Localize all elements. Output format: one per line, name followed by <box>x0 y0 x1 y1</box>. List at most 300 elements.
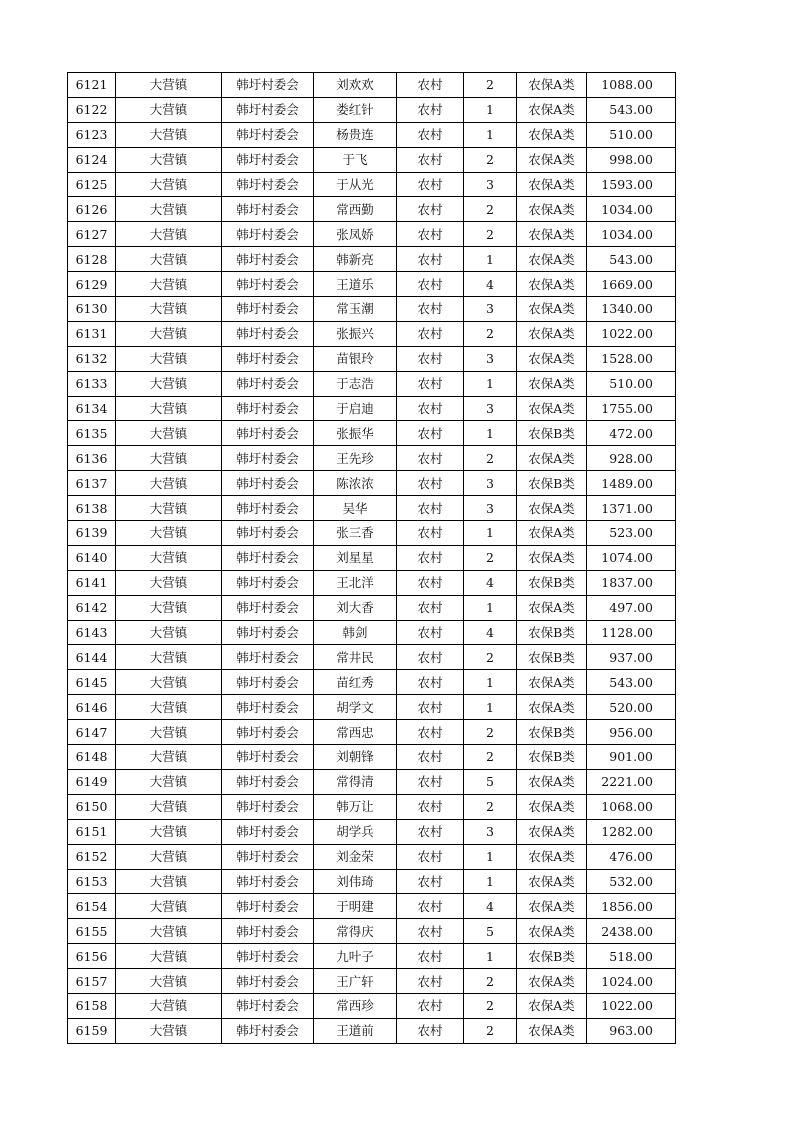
cell-village-committee: 韩圩村委会 <box>222 620 314 645</box>
cell-household-type: 农村 <box>397 570 464 595</box>
cell-amount: 1022.00 <box>587 993 676 1018</box>
cell-row-number: 6139 <box>68 521 116 546</box>
cell-insurance-category: 农保A类 <box>517 1018 587 1043</box>
cell-family-size: 2 <box>464 73 517 98</box>
table-row <box>68 819 676 844</box>
cell-amount: 1340.00 <box>587 297 676 322</box>
cell-row-number: 6129 <box>68 272 116 297</box>
cell-insurance-category: 农保A类 <box>517 496 587 521</box>
cell-amount: 998.00 <box>587 147 676 172</box>
cell-town: 大营镇 <box>116 695 222 720</box>
table-row <box>68 247 676 272</box>
table-body <box>68 73 676 1044</box>
table-row <box>68 272 676 297</box>
cell-insurance-category: 农保A类 <box>517 819 587 844</box>
cell-household-type: 农村 <box>397 869 464 894</box>
cell-town: 大营镇 <box>116 645 222 670</box>
cell-row-number: 6138 <box>68 496 116 521</box>
cell-town: 大营镇 <box>116 197 222 222</box>
cell-household-type: 农村 <box>397 695 464 720</box>
cell-household-type: 农村 <box>397 894 464 919</box>
cell-household-type: 农村 <box>397 446 464 471</box>
cell-amount: 543.00 <box>587 97 676 122</box>
cell-insurance-category: 农保A类 <box>517 993 587 1018</box>
cell-village-committee: 韩圩村委会 <box>222 720 314 745</box>
cell-insurance-category: 农保A类 <box>517 969 587 994</box>
cell-name: 杨贵连 <box>314 122 397 147</box>
cell-town: 大营镇 <box>116 297 222 322</box>
table-row <box>68 97 676 122</box>
cell-town: 大营镇 <box>116 844 222 869</box>
cell-row-number: 6140 <box>68 545 116 570</box>
cell-town: 大营镇 <box>116 321 222 346</box>
cell-insurance-category: 农保B类 <box>517 944 587 969</box>
cell-town: 大营镇 <box>116 894 222 919</box>
cell-family-size: 4 <box>464 620 517 645</box>
cell-amount: 1128.00 <box>587 620 676 645</box>
cell-amount: 472.00 <box>587 421 676 446</box>
cell-village-committee: 韩圩村委会 <box>222 297 314 322</box>
table-row <box>68 346 676 371</box>
cell-household-type: 农村 <box>397 745 464 770</box>
cell-name: 王先珍 <box>314 446 397 471</box>
cell-town: 大营镇 <box>116 620 222 645</box>
cell-town: 大营镇 <box>116 396 222 421</box>
cell-household-type: 农村 <box>397 147 464 172</box>
cell-name: 苗银玲 <box>314 346 397 371</box>
cell-household-type: 农村 <box>397 794 464 819</box>
cell-town: 大营镇 <box>116 521 222 546</box>
cell-insurance-category: 农保B类 <box>517 471 587 496</box>
cell-row-number: 6124 <box>68 147 116 172</box>
cell-family-size: 1 <box>464 595 517 620</box>
table-row <box>68 1018 676 1043</box>
cell-town: 大营镇 <box>116 969 222 994</box>
table-row <box>68 521 676 546</box>
cell-family-size: 2 <box>464 969 517 994</box>
table-row <box>68 869 676 894</box>
table-row <box>68 147 676 172</box>
cell-row-number: 6158 <box>68 993 116 1018</box>
cell-row-number: 6150 <box>68 794 116 819</box>
cell-row-number: 6125 <box>68 172 116 197</box>
cell-town: 大营镇 <box>116 471 222 496</box>
cell-family-size: 2 <box>464 147 517 172</box>
cell-town: 大营镇 <box>116 421 222 446</box>
cell-town: 大营镇 <box>116 993 222 1018</box>
cell-town: 大营镇 <box>116 794 222 819</box>
cell-household-type: 农村 <box>397 944 464 969</box>
cell-village-committee: 韩圩村委会 <box>222 471 314 496</box>
cell-row-number: 6135 <box>68 421 116 446</box>
cell-village-committee: 韩圩村委会 <box>222 1018 314 1043</box>
cell-household-type: 农村 <box>397 993 464 1018</box>
cell-name: 王道乐 <box>314 272 397 297</box>
cell-village-committee: 韩圩村委会 <box>222 819 314 844</box>
cell-insurance-category: 农保A类 <box>517 670 587 695</box>
cell-town: 大营镇 <box>116 222 222 247</box>
cell-row-number: 6141 <box>68 570 116 595</box>
cell-household-type: 农村 <box>397 645 464 670</box>
cell-amount: 1074.00 <box>587 545 676 570</box>
cell-row-number: 6156 <box>68 944 116 969</box>
cell-family-size: 1 <box>464 869 517 894</box>
cell-insurance-category: 农保A类 <box>517 197 587 222</box>
cell-row-number: 6155 <box>68 919 116 944</box>
cell-name: 韩新亮 <box>314 247 397 272</box>
table-row <box>68 122 676 147</box>
cell-town: 大营镇 <box>116 769 222 794</box>
cell-family-size: 4 <box>464 570 517 595</box>
cell-village-committee: 韩圩村委会 <box>222 73 314 98</box>
cell-name: 于从光 <box>314 172 397 197</box>
cell-name: 胡学文 <box>314 695 397 720</box>
cell-amount: 2221.00 <box>587 769 676 794</box>
cell-village-committee: 韩圩村委会 <box>222 919 314 944</box>
cell-town: 大营镇 <box>116 247 222 272</box>
cell-name: 于明建 <box>314 894 397 919</box>
cell-insurance-category: 农保A类 <box>517 595 587 620</box>
cell-row-number: 6121 <box>68 73 116 98</box>
cell-household-type: 农村 <box>397 122 464 147</box>
table-row <box>68 794 676 819</box>
cell-name: 王道前 <box>314 1018 397 1043</box>
cell-row-number: 6134 <box>68 396 116 421</box>
cell-name: 苗红秀 <box>314 670 397 695</box>
cell-town: 大营镇 <box>116 745 222 770</box>
cell-village-committee: 韩圩村委会 <box>222 844 314 869</box>
cell-insurance-category: 农保A类 <box>517 222 587 247</box>
cell-row-number: 6145 <box>68 670 116 695</box>
cell-amount: 1022.00 <box>587 321 676 346</box>
cell-name: 常得清 <box>314 769 397 794</box>
cell-amount: 1528.00 <box>587 346 676 371</box>
cell-family-size: 3 <box>464 172 517 197</box>
cell-town: 大营镇 <box>116 346 222 371</box>
cell-amount: 937.00 <box>587 645 676 670</box>
cell-household-type: 农村 <box>397 321 464 346</box>
cell-household-type: 农村 <box>397 1018 464 1043</box>
cell-family-size: 2 <box>464 993 517 1018</box>
cell-household-type: 农村 <box>397 272 464 297</box>
cell-family-size: 1 <box>464 122 517 147</box>
cell-name: 常玉潮 <box>314 297 397 322</box>
cell-amount: 1282.00 <box>587 819 676 844</box>
cell-town: 大营镇 <box>116 819 222 844</box>
cell-town: 大营镇 <box>116 73 222 98</box>
table-row <box>68 670 676 695</box>
cell-amount: 1371.00 <box>587 496 676 521</box>
cell-row-number: 6137 <box>68 471 116 496</box>
cell-town: 大营镇 <box>116 496 222 521</box>
cell-family-size: 3 <box>464 471 517 496</box>
cell-row-number: 6157 <box>68 969 116 994</box>
table-row <box>68 297 676 322</box>
cell-family-size: 2 <box>464 545 517 570</box>
table-row <box>68 944 676 969</box>
cell-household-type: 农村 <box>397 73 464 98</box>
table-row <box>68 595 676 620</box>
cell-household-type: 农村 <box>397 844 464 869</box>
cell-amount: 1669.00 <box>587 272 676 297</box>
cell-name: 张振华 <box>314 421 397 446</box>
cell-family-size: 3 <box>464 297 517 322</box>
cell-village-committee: 韩圩村委会 <box>222 371 314 396</box>
table-row <box>68 172 676 197</box>
cell-insurance-category: 农保B类 <box>517 645 587 670</box>
table-row <box>68 421 676 446</box>
cell-town: 大营镇 <box>116 97 222 122</box>
cell-household-type: 农村 <box>397 97 464 122</box>
cell-insurance-category: 农保B类 <box>517 570 587 595</box>
cell-insurance-category: 农保B类 <box>517 421 587 446</box>
cell-village-committee: 韩圩村委会 <box>222 222 314 247</box>
cell-row-number: 6131 <box>68 321 116 346</box>
cell-village-committee: 韩圩村委会 <box>222 645 314 670</box>
table-row <box>68 197 676 222</box>
cell-insurance-category: 农保A类 <box>517 794 587 819</box>
cell-village-committee: 韩圩村委会 <box>222 969 314 994</box>
cell-household-type: 农村 <box>397 545 464 570</box>
cell-amount: 510.00 <box>587 122 676 147</box>
cell-village-committee: 韩圩村委会 <box>222 496 314 521</box>
cell-family-size: 1 <box>464 695 517 720</box>
cell-village-committee: 韩圩村委会 <box>222 894 314 919</box>
cell-amount: 1024.00 <box>587 969 676 994</box>
table-row <box>68 720 676 745</box>
cell-amount: 476.00 <box>587 844 676 869</box>
cell-insurance-category: 农保A类 <box>517 446 587 471</box>
cell-amount: 1593.00 <box>587 172 676 197</box>
cell-insurance-category: 农保A类 <box>517 545 587 570</box>
cell-row-number: 6127 <box>68 222 116 247</box>
cell-town: 大营镇 <box>116 570 222 595</box>
cell-household-type: 农村 <box>397 396 464 421</box>
cell-insurance-category: 农保A类 <box>517 869 587 894</box>
cell-name: 刘伟琦 <box>314 869 397 894</box>
cell-name: 韩剑 <box>314 620 397 645</box>
cell-family-size: 1 <box>464 944 517 969</box>
cell-amount: 543.00 <box>587 670 676 695</box>
cell-household-type: 农村 <box>397 247 464 272</box>
cell-village-committee: 韩圩村委会 <box>222 595 314 620</box>
cell-town: 大营镇 <box>116 1018 222 1043</box>
cell-household-type: 农村 <box>397 720 464 745</box>
cell-family-size: 3 <box>464 346 517 371</box>
cell-family-size: 2 <box>464 197 517 222</box>
cell-village-committee: 韩圩村委会 <box>222 122 314 147</box>
cell-name: 于启迪 <box>314 396 397 421</box>
cell-family-size: 3 <box>464 819 517 844</box>
cell-household-type: 农村 <box>397 421 464 446</box>
cell-name: 常井民 <box>314 645 397 670</box>
cell-village-committee: 韩圩村委会 <box>222 272 314 297</box>
table-row <box>68 371 676 396</box>
cell-amount: 523.00 <box>587 521 676 546</box>
cell-village-committee: 韩圩村委会 <box>222 421 314 446</box>
cell-family-size: 2 <box>464 720 517 745</box>
cell-row-number: 6123 <box>68 122 116 147</box>
cell-family-size: 2 <box>464 446 517 471</box>
cell-household-type: 农村 <box>397 371 464 396</box>
cell-name: 吴华 <box>314 496 397 521</box>
cell-insurance-category: 农保A类 <box>517 695 587 720</box>
cell-name: 张凤娇 <box>314 222 397 247</box>
cell-row-number: 6153 <box>68 869 116 894</box>
cell-village-committee: 韩圩村委会 <box>222 745 314 770</box>
cell-amount: 1034.00 <box>587 197 676 222</box>
cell-household-type: 农村 <box>397 919 464 944</box>
cell-town: 大营镇 <box>116 147 222 172</box>
cell-amount: 1755.00 <box>587 396 676 421</box>
cell-name: 陈浓浓 <box>314 471 397 496</box>
table-row <box>68 969 676 994</box>
cell-insurance-category: 农保A类 <box>517 521 587 546</box>
cell-row-number: 6142 <box>68 595 116 620</box>
assistance-table <box>67 72 676 1044</box>
cell-town: 大营镇 <box>116 272 222 297</box>
cell-name: 常西勤 <box>314 197 397 222</box>
table-row <box>68 321 676 346</box>
cell-name: 刘星星 <box>314 545 397 570</box>
cell-row-number: 6122 <box>68 97 116 122</box>
cell-household-type: 农村 <box>397 222 464 247</box>
cell-insurance-category: 农保A类 <box>517 396 587 421</box>
cell-amount: 1034.00 <box>587 222 676 247</box>
cell-amount: 2438.00 <box>587 919 676 944</box>
cell-row-number: 6136 <box>68 446 116 471</box>
cell-household-type: 农村 <box>397 496 464 521</box>
cell-family-size: 1 <box>464 247 517 272</box>
table-row <box>68 844 676 869</box>
cell-name: 九叶子 <box>314 944 397 969</box>
cell-name: 刘朝锋 <box>314 745 397 770</box>
cell-insurance-category: 农保A类 <box>517 172 587 197</box>
cell-insurance-category: 农保A类 <box>517 147 587 172</box>
table-row <box>68 396 676 421</box>
cell-village-committee: 韩圩村委会 <box>222 670 314 695</box>
cell-family-size: 1 <box>464 421 517 446</box>
cell-name: 常西珍 <box>314 993 397 1018</box>
cell-village-committee: 韩圩村委会 <box>222 97 314 122</box>
table-row <box>68 496 676 521</box>
cell-insurance-category: 农保A类 <box>517 73 587 98</box>
cell-town: 大营镇 <box>116 670 222 695</box>
cell-row-number: 6133 <box>68 371 116 396</box>
cell-family-size: 3 <box>464 496 517 521</box>
cell-village-committee: 韩圩村委会 <box>222 769 314 794</box>
cell-row-number: 6132 <box>68 346 116 371</box>
cell-row-number: 6146 <box>68 695 116 720</box>
cell-village-committee: 韩圩村委会 <box>222 346 314 371</box>
cell-family-size: 1 <box>464 371 517 396</box>
cell-household-type: 农村 <box>397 819 464 844</box>
cell-amount: 520.00 <box>587 695 676 720</box>
cell-household-type: 农村 <box>397 769 464 794</box>
cell-village-committee: 韩圩村委会 <box>222 247 314 272</box>
cell-row-number: 6144 <box>68 645 116 670</box>
cell-insurance-category: 农保B类 <box>517 620 587 645</box>
cell-row-number: 6149 <box>68 769 116 794</box>
cell-village-committee: 韩圩村委会 <box>222 695 314 720</box>
cell-amount: 532.00 <box>587 869 676 894</box>
table-row <box>68 645 676 670</box>
cell-insurance-category: 农保A类 <box>517 371 587 396</box>
cell-village-committee: 韩圩村委会 <box>222 147 314 172</box>
cell-town: 大营镇 <box>116 944 222 969</box>
cell-household-type: 农村 <box>397 620 464 645</box>
table-row <box>68 446 676 471</box>
cell-household-type: 农村 <box>397 471 464 496</box>
cell-insurance-category: 农保A类 <box>517 247 587 272</box>
cell-family-size: 1 <box>464 670 517 695</box>
cell-amount: 1856.00 <box>587 894 676 919</box>
cell-household-type: 农村 <box>397 595 464 620</box>
cell-amount: 928.00 <box>587 446 676 471</box>
cell-town: 大营镇 <box>116 446 222 471</box>
cell-town: 大营镇 <box>116 545 222 570</box>
cell-amount: 956.00 <box>587 720 676 745</box>
cell-family-size: 2 <box>464 222 517 247</box>
cell-name: 张振兴 <box>314 321 397 346</box>
cell-row-number: 6159 <box>68 1018 116 1043</box>
cell-row-number: 6151 <box>68 819 116 844</box>
cell-name: 于飞 <box>314 147 397 172</box>
cell-row-number: 6154 <box>68 894 116 919</box>
cell-family-size: 1 <box>464 844 517 869</box>
table-row <box>68 769 676 794</box>
cell-village-committee: 韩圩村委会 <box>222 521 314 546</box>
cell-name: 刘金荣 <box>314 844 397 869</box>
table-row <box>68 545 676 570</box>
table-row <box>68 620 676 645</box>
cell-town: 大营镇 <box>116 720 222 745</box>
table-row <box>68 894 676 919</box>
cell-name: 韩万让 <box>314 794 397 819</box>
cell-family-size: 3 <box>464 396 517 421</box>
cell-insurance-category: 农保A类 <box>517 919 587 944</box>
table-row <box>68 919 676 944</box>
cell-insurance-category: 农保A类 <box>517 297 587 322</box>
cell-family-size: 5 <box>464 769 517 794</box>
cell-row-number: 6143 <box>68 620 116 645</box>
cell-town: 大营镇 <box>116 122 222 147</box>
cell-name: 娄红针 <box>314 97 397 122</box>
cell-family-size: 4 <box>464 894 517 919</box>
cell-village-committee: 韩圩村委会 <box>222 172 314 197</box>
cell-village-committee: 韩圩村委会 <box>222 396 314 421</box>
cell-amount: 543.00 <box>587 247 676 272</box>
cell-town: 大营镇 <box>116 172 222 197</box>
cell-insurance-category: 农保A类 <box>517 97 587 122</box>
cell-insurance-category: 农保B类 <box>517 720 587 745</box>
table-row <box>68 471 676 496</box>
cell-insurance-category: 农保A类 <box>517 272 587 297</box>
cell-household-type: 农村 <box>397 346 464 371</box>
cell-amount: 1489.00 <box>587 471 676 496</box>
cell-family-size: 5 <box>464 919 517 944</box>
cell-village-committee: 韩圩村委会 <box>222 993 314 1018</box>
cell-name: 常西忠 <box>314 720 397 745</box>
cell-family-size: 1 <box>464 521 517 546</box>
table-row <box>68 73 676 98</box>
cell-village-committee: 韩圩村委会 <box>222 570 314 595</box>
cell-town: 大营镇 <box>116 919 222 944</box>
cell-amount: 1068.00 <box>587 794 676 819</box>
cell-household-type: 农村 <box>397 521 464 546</box>
table-row <box>68 695 676 720</box>
cell-village-committee: 韩圩村委会 <box>222 321 314 346</box>
